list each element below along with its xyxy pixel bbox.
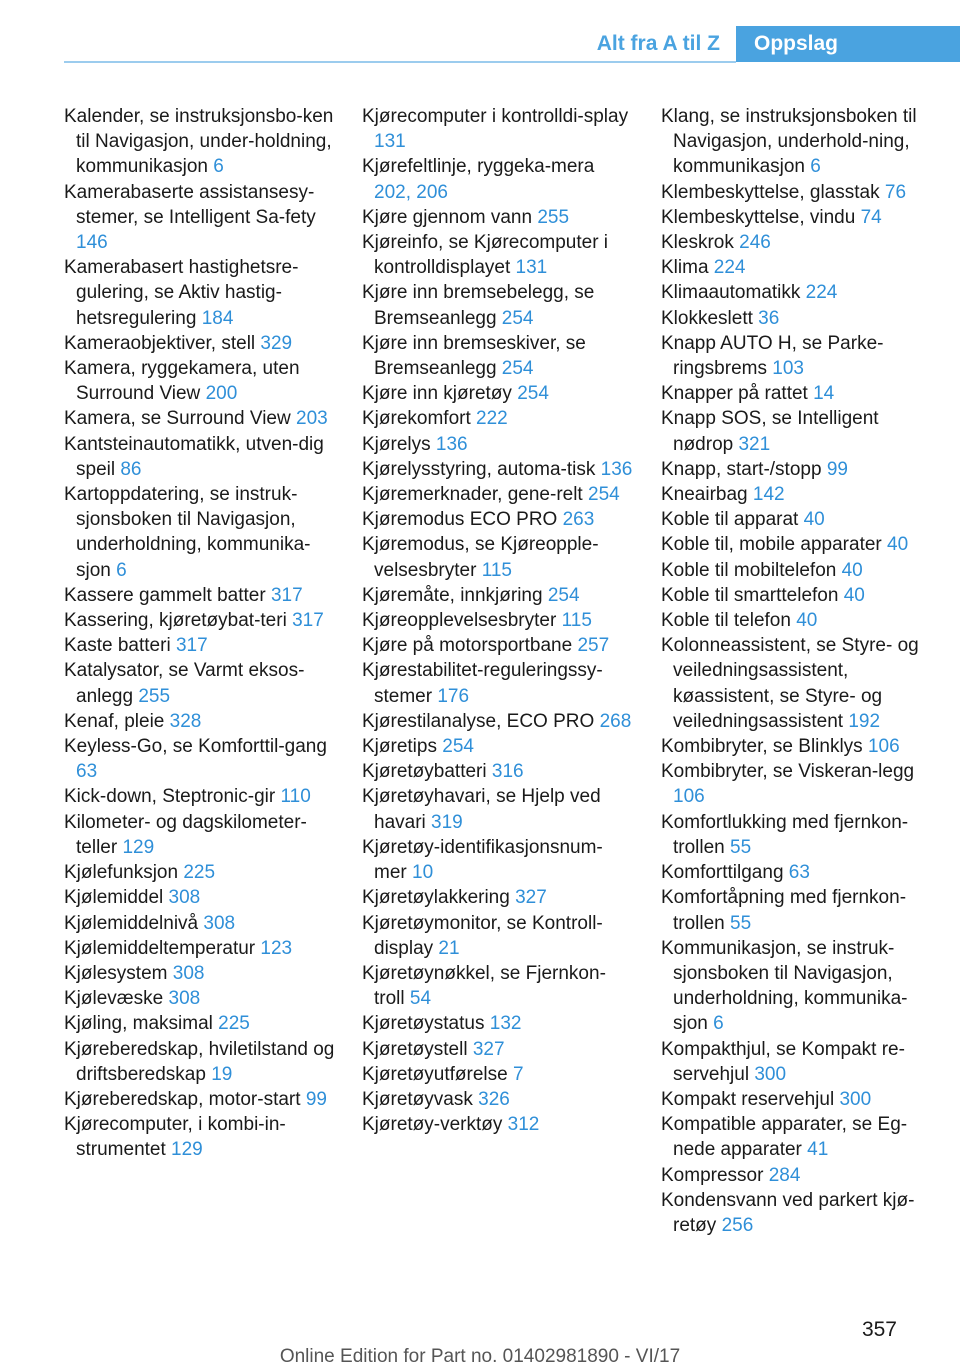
page-link[interactable]: 200: [205, 383, 238, 405]
index-entry: [362, 154, 634, 204]
page-link[interactable]: 329: [260, 332, 293, 354]
index-entry: [362, 1087, 634, 1112]
entry-term: Kamerabasert hastighetsre-gulering, se Aktiv hastig-hetsregulering: [64, 257, 299, 329]
page-link[interactable]: 142: [752, 484, 785, 506]
page-link[interactable]: 41: [807, 1139, 829, 1161]
index-entry: [362, 1062, 634, 1087]
entry-term: Kantsteinautomatikk, utven-dig speil: [64, 433, 324, 480]
index-entry: [661, 608, 937, 633]
entry-term: Kjøre inn kjøretøy: [362, 383, 518, 405]
entry-term: Kjøre på motorsportbane: [362, 635, 578, 657]
index-entry: [64, 255, 336, 331]
page-link[interactable]: 254: [501, 358, 534, 380]
entry-term: Kjørefeltlinje, ryggeka-mera: [362, 156, 595, 178]
entry-term: Komfortlukking med fjernkon-trollen: [661, 811, 909, 858]
entry-term: Kjølemiddelnivå: [64, 912, 204, 934]
index-entry: [661, 759, 937, 809]
entry-term: Klembeskyttelse, glasstak: [661, 181, 885, 203]
entry-term: Kompatible apparater, se Eg-nede apparater: [661, 1114, 908, 1161]
index-entry: [64, 860, 336, 885]
page-link[interactable]: 99: [826, 458, 848, 480]
index-entry: [362, 532, 634, 582]
page-link[interactable]: 40: [803, 509, 825, 531]
index-entry: [64, 709, 336, 734]
entry-term: Klang, se instruksjonsboken til Navigasjon, underhold-ning, kommunikasjon: [661, 106, 917, 178]
index-entry: [661, 1163, 937, 1188]
entry-term: Kjøretøystatus: [362, 1013, 490, 1035]
entry-term: Kombibryter, se Blinklys: [661, 736, 868, 758]
page-link[interactable]: 54: [409, 988, 432, 1010]
page-link[interactable]: 10: [412, 862, 434, 884]
entry-term: Kalender, se instruksjonsbo-ken til Navigasjon, under-holdning, kommunikasjon: [64, 106, 334, 178]
entry-term: Kjøling, maksimal: [64, 1013, 219, 1035]
entry-term: Kjøreopplevelsesbryter: [362, 610, 562, 632]
index-entry: [362, 457, 634, 482]
entry-term: Knapp AUTO H, se Parke-ringsbrems: [661, 332, 884, 380]
page-link[interactable]: 136: [600, 458, 633, 480]
index-entry: [362, 406, 634, 431]
page-link[interactable]: 106: [867, 736, 900, 758]
index-entry: [362, 911, 634, 961]
index-entry: [64, 583, 336, 608]
page-link[interactable]: 63: [788, 862, 810, 884]
index-entry: [64, 180, 336, 256]
entry-term: Kjørecomputer, i kombi-in-strumentet: [64, 1114, 286, 1161]
index-entry: [661, 331, 937, 381]
page-link[interactable]: 103: [772, 358, 804, 380]
page-link[interactable]: 7: [512, 1063, 524, 1085]
page-link[interactable]: 255: [138, 685, 171, 707]
index-entry: [64, 104, 336, 180]
entry-term: Kjøre gjennom vann: [362, 206, 538, 228]
page-link[interactable]: 326: [478, 1088, 510, 1110]
index-entry: [64, 936, 336, 961]
entry-term: Kenaf, pleie: [64, 710, 170, 732]
page-link[interactable]: 63: [76, 761, 98, 783]
index-entry: [64, 608, 336, 633]
entry-term: Kjøretøy-identifikasjonsnum-mer: [362, 836, 603, 884]
entry-term: Kjørelys: [362, 433, 436, 455]
index-entry: [64, 986, 336, 1011]
index-entry: [661, 255, 937, 280]
entry-term: Komforttilgang: [661, 862, 789, 884]
index-entry: [64, 482, 336, 583]
entry-term: Kjørekomfort: [362, 408, 477, 430]
page-link[interactable]: 76: [884, 181, 907, 203]
index-entry: [362, 482, 634, 507]
entry-term: Koble til mobiltelefon: [661, 559, 842, 581]
index-entry: [661, 633, 937, 734]
index-column-1: [64, 104, 336, 1163]
entry-term: Kjøretøylakkering: [362, 887, 516, 909]
index-entry: [362, 961, 634, 1011]
entry-term: Kjørestabilitet-reguleringssy-stemer: [362, 660, 603, 707]
page-link[interactable]: 300: [754, 1063, 787, 1085]
entry-term: Kjøretøymonitor, se Kontroll-display: [362, 912, 603, 959]
entry-term: Kjølevæske: [64, 988, 169, 1010]
entry-term: Kompressor: [661, 1164, 769, 1186]
index-entry: [362, 608, 634, 633]
entry-term: Kamera, se Surround View: [64, 408, 296, 430]
entry-term: Kjørestilanalyse, ECO PRO: [362, 710, 600, 732]
entry-term: Kondensvann ved parkert kjø-retøy: [661, 1189, 915, 1236]
page-link[interactable]: 317: [292, 610, 324, 632]
page-link[interactable]: 300: [839, 1088, 872, 1110]
page-link[interactable]: 256: [721, 1214, 754, 1236]
page-link[interactable]: 308: [172, 962, 205, 984]
page-link[interactable]: 254: [501, 307, 534, 329]
entry-term: Kjøre inn bremseskiver, se Bremseanlegg: [362, 332, 586, 380]
entry-term: Kompakt reservehjul: [661, 1088, 840, 1110]
header-rule: [64, 61, 736, 63]
page-link[interactable]: 86: [120, 458, 142, 480]
page-link[interactable]: 327: [515, 887, 547, 909]
index-entry: [661, 885, 937, 935]
index-entry: [362, 1011, 634, 1036]
index-entry: [362, 709, 634, 734]
index-entry: [661, 583, 937, 608]
entry-term: Klembeskyttelse, vindu: [661, 206, 861, 228]
index-entry: [64, 1087, 336, 1112]
entry-term: Koble til apparat: [661, 509, 804, 531]
entry-term: Kjøretøybatteri: [362, 761, 492, 783]
entry-term: Kjøremerknader, gene-relt: [362, 484, 588, 506]
entry-term: Kjøremåte, innkjøring: [362, 584, 548, 606]
index-entry: [661, 457, 937, 482]
entry-term: Kjøretøyvask: [362, 1088, 479, 1110]
page-link[interactable]: 40: [887, 534, 909, 556]
page-link[interactable]: 115: [561, 610, 592, 632]
page-link[interactable]: 106: [673, 786, 705, 808]
page-link[interactable]: 184: [201, 307, 234, 329]
page-link[interactable]: 6: [713, 1013, 724, 1035]
entry-term: Kjøretøystell: [362, 1038, 473, 1060]
entry-term: Kolonneassistent, se Styre- og veiledningsassistent, køassistent, se Styre- og veiledningsassistent: [661, 635, 919, 732]
entry-term: Kjøretøy-verktøy: [362, 1114, 508, 1136]
page-link[interactable]: 246: [739, 232, 771, 254]
page-link[interactable]: 312: [507, 1114, 540, 1136]
page-link[interactable]: 202, 206: [374, 181, 448, 203]
page-link[interactable]: 308: [168, 887, 201, 909]
footer-edition: Online Edition for Part no. 01402981890 - VI/17: [279, 1346, 681, 1367]
chapter-tab: Oppslag: [736, 26, 960, 62]
page-link[interactable]: 316: [491, 761, 524, 783]
page-link[interactable]: 319: [431, 811, 463, 833]
index-entry: [661, 810, 937, 860]
entry-term: Kjøre inn bremsebelegg, se Bremseanlegg: [362, 282, 595, 329]
index-entry: [661, 230, 937, 255]
page-link[interactable]: 146: [76, 232, 108, 254]
entry-term: Kommunikasjon, se instruk-sjonsboken til Navigasjon, underholdning, kommunika-sjon: [661, 937, 908, 1035]
page-link[interactable]: 115: [481, 559, 512, 581]
page-link[interactable]: 327: [472, 1038, 505, 1060]
index-entry: [64, 406, 336, 431]
index-entry: [661, 180, 937, 205]
index-entry: [64, 810, 336, 860]
index-entry: [661, 936, 937, 1037]
entry-term: Koble til, mobile apparater: [661, 534, 888, 556]
index-entry: [661, 1037, 937, 1087]
entry-term: Kjølemiddeltemperatur: [64, 937, 261, 959]
entry-term: Kassering, kjøretøybat-teri: [64, 610, 293, 632]
entry-term: Kjøremodus ECO PRO: [362, 509, 563, 531]
entry-term: Knapp, start-/stopp: [661, 458, 827, 480]
page-link[interactable]: 263: [562, 509, 595, 531]
entry-term: Klokkeslett: [661, 307, 759, 329]
page-link[interactable]: 14: [813, 383, 835, 405]
entry-term: Knapper på rattet: [661, 383, 814, 405]
entry-term: Kjøretøyhavari, se Hjelp ved havari: [362, 786, 601, 833]
index-entry: [64, 784, 336, 809]
index-entry: [362, 280, 634, 330]
page-link[interactable]: 192: [848, 710, 881, 732]
index-entry: [362, 1037, 634, 1062]
index-entry: [64, 734, 336, 784]
index-entry: [362, 759, 634, 784]
page-link[interactable]: 6: [810, 156, 821, 178]
page-link[interactable]: 222: [476, 408, 508, 430]
page-link[interactable]: 40: [796, 610, 818, 632]
page-link[interactable]: 284: [768, 1164, 801, 1186]
index-entry: [362, 633, 634, 658]
entry-term: Kick-down, Steptronic-gir: [64, 786, 281, 808]
entry-term: Kjøreberedskap, motor-start: [64, 1088, 306, 1110]
page-link[interactable]: 123: [260, 937, 293, 959]
page-link[interactable]: 224: [805, 282, 838, 304]
page-link[interactable]: 268: [599, 710, 632, 732]
entry-term: Kjøretøyutførelse: [362, 1063, 513, 1085]
index-entry: [362, 734, 634, 759]
index-entry: [661, 1087, 937, 1112]
index-entry: [64, 633, 336, 658]
index-entry: [64, 331, 336, 356]
entry-term: Knapp SOS, se Intelligent nødrop: [661, 408, 879, 455]
index-entry: [661, 558, 937, 583]
index-entry: [362, 507, 634, 532]
page-link[interactable]: 254: [547, 584, 580, 606]
entry-term: Kneairbag: [661, 484, 753, 506]
entry-term: Keyless-Go, se Komforttil-gang: [64, 736, 327, 758]
index-entry: [64, 432, 336, 482]
page-link[interactable]: 40: [841, 559, 863, 581]
page-link[interactable]: 203: [296, 408, 328, 430]
index-entry: [362, 230, 634, 280]
page-link[interactable]: 36: [758, 307, 780, 329]
index-entry: [362, 432, 634, 457]
entry-term: Kjøretøynøkkel, se Fjernkon-troll: [362, 962, 606, 1010]
index-entry: [362, 784, 634, 834]
page-link[interactable]: 129: [171, 1139, 203, 1161]
index-entry: [362, 331, 634, 381]
page-link[interactable]: 19: [211, 1063, 233, 1085]
page-link[interactable]: 321: [738, 433, 771, 455]
entry-term: Kjølemiddel: [64, 887, 169, 909]
entry-term: Kaste batteri: [64, 635, 176, 657]
index-entry: [362, 658, 634, 708]
page-link[interactable]: 257: [577, 635, 610, 657]
entry-term: Kamerabaserte assistansesy-stemer, se Intelligent Sa-fety: [64, 181, 316, 228]
page-number: 357: [861, 1318, 897, 1341]
page-link[interactable]: 225: [218, 1013, 250, 1035]
page-link[interactable]: 55: [730, 912, 752, 934]
entry-term: Kartoppdatering, se instruk-sjonsboken til Navigasjon, underholdning, kommunika-sjon: [64, 484, 311, 581]
page-link[interactable]: 6: [213, 156, 224, 178]
entry-term: Kjørecomputer i kontrolldi-splay: [362, 106, 629, 127]
entry-term: Kjøremodus, se Kjøreopple-velsesbryter: [362, 534, 599, 581]
entry-term: Kjølesystem: [64, 962, 173, 984]
page-link[interactable]: 254: [442, 736, 474, 758]
entry-term: Klima: [661, 257, 714, 279]
page-link[interactable]: 254: [588, 484, 620, 506]
page-link[interactable]: 129: [122, 836, 155, 858]
entry-term: Koble til telefon: [661, 610, 797, 632]
index-entry: [661, 860, 937, 885]
index-entry: [661, 1112, 937, 1162]
entry-term: Kombibryter, se Viskeran-legg: [661, 761, 915, 783]
entry-term: Kjølefunksjon: [64, 862, 184, 884]
entry-term: Klimaautomatikk: [661, 282, 806, 304]
page-link[interactable]: 74: [860, 206, 882, 228]
index-entry: [362, 885, 634, 910]
entry-term: Kleskrok: [661, 232, 740, 254]
page-link[interactable]: 40: [843, 584, 865, 606]
page-link[interactable]: 132: [489, 1013, 522, 1035]
index-entry: [362, 381, 634, 406]
index-entry: [64, 885, 336, 910]
index-entry: [64, 911, 336, 936]
page-link[interactable]: 224: [713, 257, 746, 279]
page-link[interactable]: 55: [730, 836, 752, 858]
page-link[interactable]: 6: [116, 559, 127, 581]
entry-term: Kjøreberedskap, hviletilstand og driftsberedskap: [64, 1038, 335, 1085]
page-link[interactable]: 255: [537, 206, 570, 228]
section-title: Alt fra A til Z: [596, 32, 720, 55]
index-entry: [661, 381, 937, 406]
page-link[interactable]: 317: [270, 584, 303, 606]
page-link[interactable]: 317: [175, 635, 208, 657]
index-entry: [64, 658, 336, 708]
page-link[interactable]: 131: [515, 257, 548, 279]
page-link[interactable]: 131: [374, 131, 406, 153]
index-entry: [661, 306, 937, 331]
index-entry: [362, 583, 634, 608]
index-entry: [661, 734, 937, 759]
index-entry: [64, 356, 336, 406]
index-entry: [64, 1037, 336, 1087]
entry-term: Kjørelysstyring, automa-tisk: [362, 458, 601, 480]
page-link[interactable]: 308: [168, 988, 201, 1010]
index-entry: [661, 205, 937, 230]
page-link[interactable]: 110: [280, 786, 311, 808]
page-link[interactable]: 21: [438, 937, 460, 959]
index-entry: [362, 1112, 634, 1137]
page-link[interactable]: 254: [517, 383, 549, 405]
entry-term: Katalysator, se Varmt eksos-anlegg: [64, 660, 305, 707]
index-entry: [64, 1112, 336, 1162]
entry-term: Komfortåpning med fjernkon-trollen: [661, 887, 907, 934]
entry-term: Kameraobjektiver, stell: [64, 332, 261, 354]
entry-term: Kompakthjul, se Kompakt re-servehjul: [661, 1038, 905, 1085]
index-entry: [661, 406, 937, 456]
entry-term: Kjøretips: [362, 736, 443, 758]
index-entry: [661, 532, 937, 557]
entry-term: Kjøreinfo, se Kjørecomputer i kontrolldisplayet: [362, 232, 609, 279]
index-entry: [661, 1188, 937, 1238]
page-link[interactable]: 99: [305, 1088, 327, 1110]
index-entry: [362, 104, 634, 154]
page-link[interactable]: 225: [183, 862, 216, 884]
index-entry: [64, 1011, 336, 1036]
index-entry: [362, 205, 634, 230]
index-entry: [661, 104, 937, 180]
index-entry: [661, 507, 937, 532]
page-link[interactable]: 328: [169, 710, 202, 732]
page-link[interactable]: 308: [203, 912, 236, 934]
index-entry: [362, 835, 634, 885]
page-header: [597, 26, 960, 62]
entry-term: Koble til smarttelefon: [661, 584, 844, 606]
entry-term: Kilometer- og dagskilometer-teller: [64, 811, 307, 858]
entry-term: Kassere gammelt batter: [64, 584, 271, 606]
entry-term: Kamera, ryggekamera, uten Surround View: [64, 358, 300, 405]
page-link[interactable]: 176: [437, 685, 470, 707]
page-link[interactable]: 136: [435, 433, 468, 455]
index-entry: [64, 961, 336, 986]
index-column-2: [362, 104, 634, 1137]
index-entry: [661, 280, 937, 305]
index-entry: [661, 482, 937, 507]
index-column-3: [661, 104, 937, 1238]
